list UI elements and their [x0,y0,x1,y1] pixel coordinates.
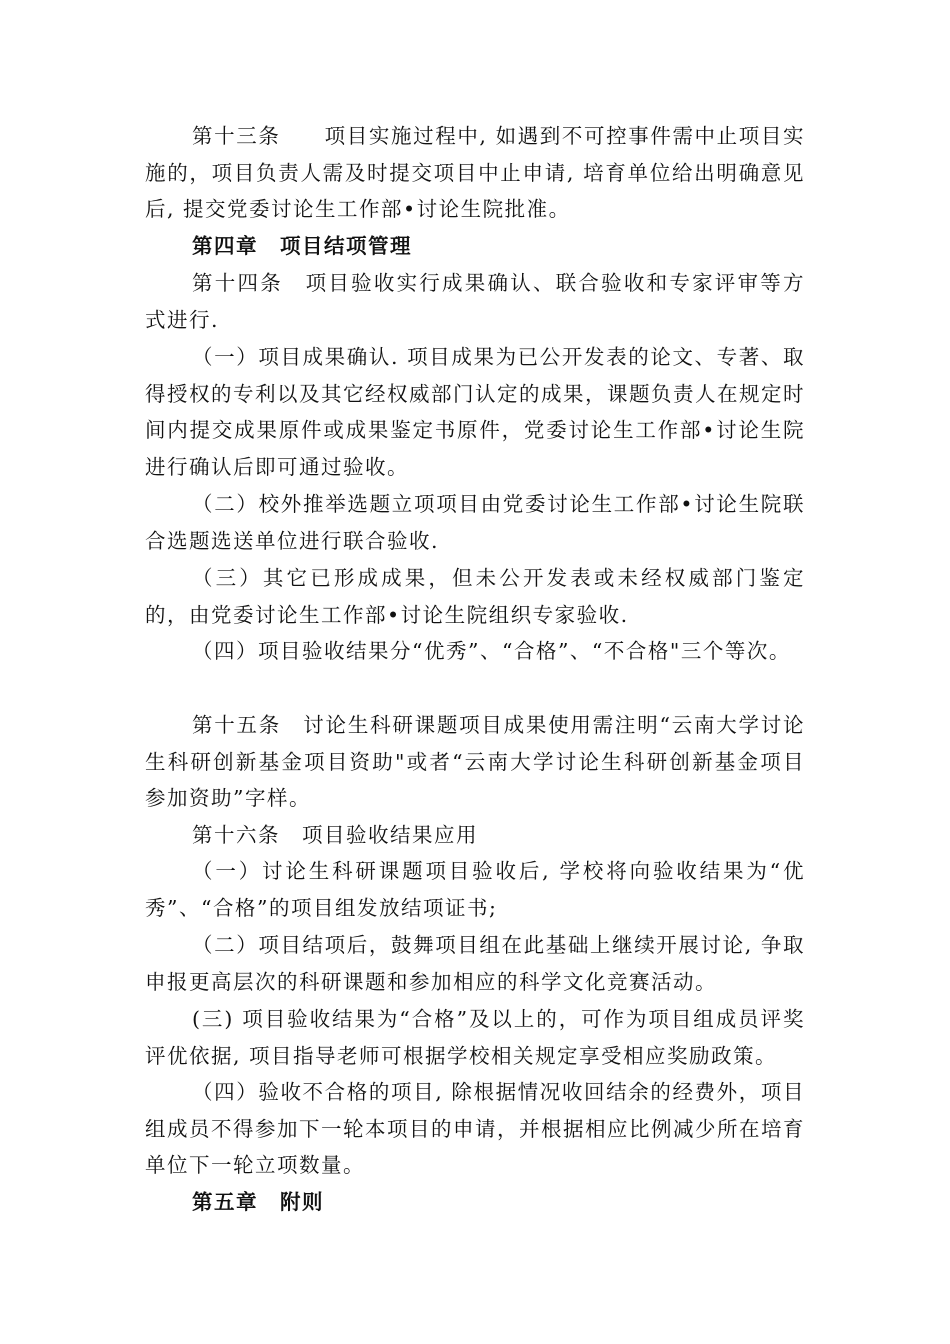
article-16-item-4: （四）验收不合格的项目, 除根据情况收回结余的经费外，项目组成员不得参加下一轮本项目的申请，并根据相应比例减少所在培育单位下一轮立项数量。 [145,1080,805,1177]
article-16-paragraph: 第十六条 项目验收结果应用 [192,823,478,847]
article-14-item-1: （一）项目成果确认. 项目成果为已公开发表的论文、专著、取得授权的专利以及其它经权威部门认定的成果，课题负责人在规定时间内提交成果原件或成果鉴定书原件，党委讨论生工作部•讨论生院进行确认后即可通过验收。 [145,345,805,479]
article-14-item-2: （二）校外推举选题立项项目由党委讨论生工作部•讨论生院联合选题选送单位进行联合验收. [145,492,805,553]
article-16-item-1: （一）讨论生科研课题项目验收后, 学校将向验收结果为“优秀”、“合格”的项目组发放结项证书; [145,859,805,920]
article-14-paragraph: 第十四条 项目验收实行成果确认、联合验收和专家评审等方式进行. [145,271,805,332]
article-16-item-2: （二）项目结项后，鼓舞项目组在此基础上继续开展讨论, 争取申报更高层次的科研课题和参加相应的科学文化竞赛活动。 [145,933,805,994]
article-16-item-3: (三) 项目验收结果为“合格”及以上的，可作为项目组成员评奖评优依据, 项目指导老师可根据学校相关规定享受相应奖励政策。 [145,1007,805,1068]
article-14-item-4: （四）项目验收结果分“优秀”、“合格”、“不合格"三个等次。 [192,639,791,663]
article-15-paragraph: 第十五条 讨论生科研课题项目成果使用需注明“云南大学讨论生科研创新基金项目资助"或者“云南大学讨论生科研创新基金项目参加资助”字样。 [145,713,805,810]
chapter-4-heading: 第四章 项目结项管理 [192,234,412,258]
chapter-5-heading: 第五章 附则 [192,1190,324,1214]
article-14-item-3: （三）其它已形成成果，但未公开发表或未经权威部门鉴定的，由党委讨论生工作部•讨论生院组织专家验收. [145,566,805,627]
article-13-paragraph: 第十三条 项目实施过程中, 如遇到不可控事件需中止项目实施的，项目负责人需及时提交项目中止申请, 培育单位给出明确意见后, 提交党委讨论生工作部•讨论生院批准。 [145,124,805,221]
